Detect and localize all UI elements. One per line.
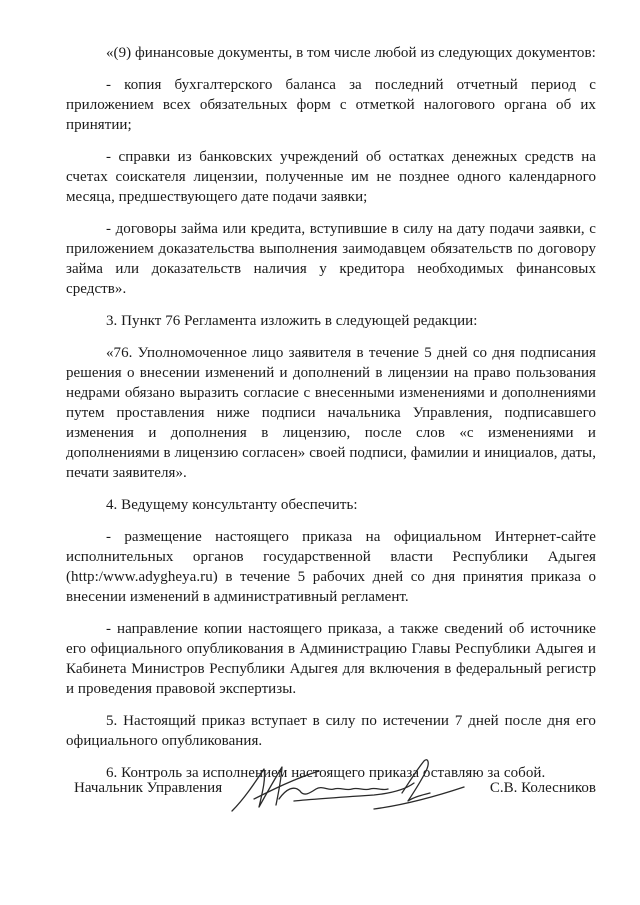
paragraph-item-76: «76. Уполномоченное лицо заявителя в течение 5 дней со дня подписания решения о внесении изменений и дополнений в лицензии на право пользования недрами обязано выразить согласие с внесенными изменениями и дополнениями путем проставления ниже подписи начальника Управления, подписавшего изменения и дополнения в лицензию, после слов «с изменениями и дополнениями в лицензию согласен» своей подписи, фамилии и инициалов, даты, печати заявителя». — [66, 345, 596, 481]
paragraph-loan-agreements: - договоры займа или кредита, вступившие в силу на дату подачи заявки, с приложением доказательства выполнения заимодавцем обязательств по договору займа или доказательств наличия у кредитора необходимых финансовых средств». — [66, 221, 596, 297]
paragraph-website-publication: - размещение настоящего приказа на официальном Интернет-сайте исполнительных органов государственной власти Республики Адыгея (http:/www.adygheya.ru) в течение 5 рабочих дней со дня принятия приказа о внесении изменений в административный регламент. — [66, 529, 596, 605]
paragraph-balance-copy: - копия бухгалтерского баланса за последний отчетный период с приложением всех обязательных форм с отметкой налогового органа об их принятии; — [66, 77, 596, 133]
paragraph-bank-statements: - справки из банковских учреждений об остатках денежных средств на счетах соискателя лицензии, полученные им не позднее одного календарного месяца, предшествующего дате подачи заявки; — [66, 149, 596, 205]
signature-block — [74, 774, 596, 814]
paragraph-item-6: 6. Контроль за исполнением настоящего приказа оставляю за собой. — [106, 765, 546, 781]
paragraph-item-3: 3. Пункт 76 Регламента изложить в следующей редакции: — [106, 313, 478, 329]
paragraph-item-4: 4. Ведущему консультанту обеспечить: — [106, 497, 358, 513]
paragraph-copy-direction: - направление копии настоящего приказа, а также сведений об источнике его официального опубликования в Администрацию Главы Республики Адыгея и Кабинета Министров Республики Адыгея для включения в федеральный регистр и проведения правовой экспертизы. — [66, 621, 596, 697]
handwritten-signature — [224, 749, 484, 824]
signatory-position: Начальник Управления — [74, 780, 223, 796]
paragraph-item-5: 5. Настоящий приказ вступает в силу по истечении 7 дней после дня его официального опубликования. — [66, 713, 596, 749]
document-body — [66, 43, 596, 795]
paragraph-financial-documents: «(9) финансовые документы, в том числе любой из следующих документов: — [106, 45, 596, 61]
signatory-name: С.В. Колесников — [489, 780, 596, 796]
